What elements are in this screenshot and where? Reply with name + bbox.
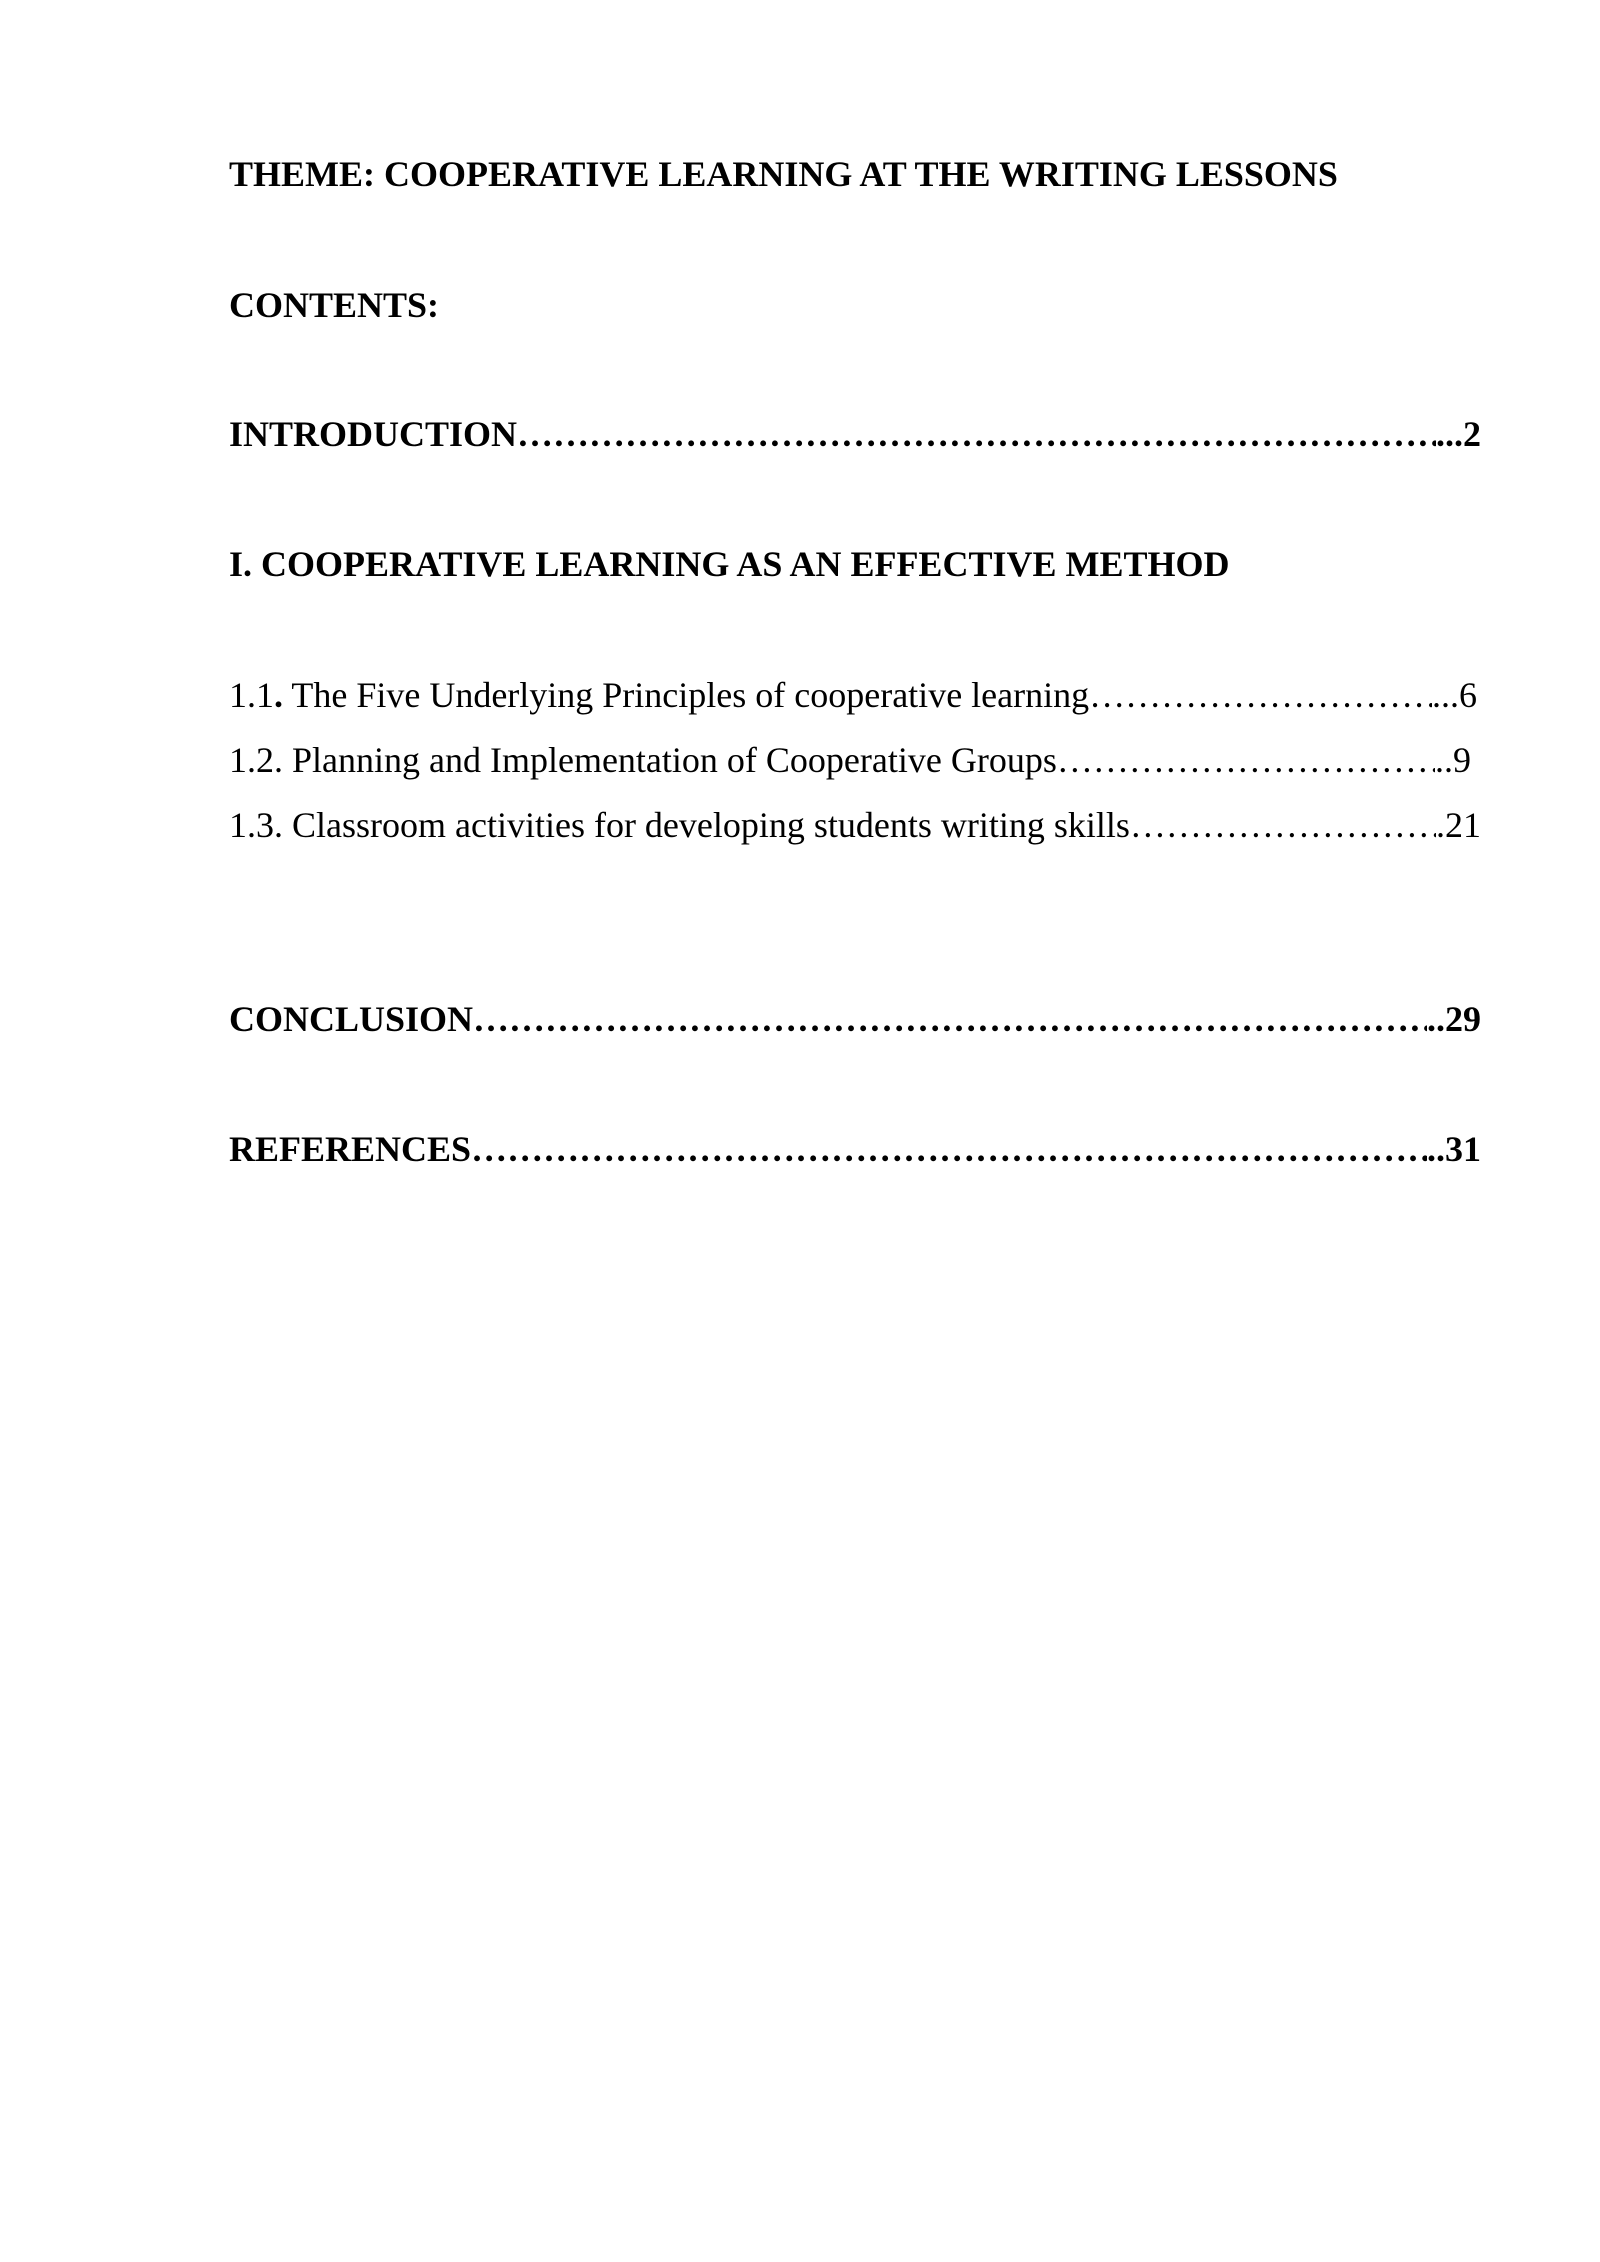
toc-entry-number-dot: . — [274, 675, 283, 715]
toc-entry-references[interactable] — [229, 1131, 1481, 1167]
toc-page-number: ..29 — [1427, 999, 1481, 1039]
toc-page-number: ..9 — [1435, 740, 1471, 780]
chapter-1-heading: I. COOPERATIVE LEARNING AS AN EFFECTIVE METHOD — [229, 544, 1230, 584]
toc-leader-dots — [1130, 807, 1436, 843]
toc-leader-dots — [1089, 677, 1432, 713]
toc-leader-dots — [473, 1001, 1427, 1037]
toc-leader-dots — [517, 416, 1436, 452]
toc-page-number: ...2 — [1436, 414, 1481, 454]
toc-entry-title: INTRODUCTION — [229, 414, 518, 454]
toc-page-number: ..31 — [1427, 1129, 1481, 1169]
toc-leader-dots — [471, 1131, 1427, 1167]
toc-entry-1-2[interactable] — [229, 742, 1471, 778]
toc-entry-conclusion[interactable] — [229, 1001, 1481, 1037]
toc-entry-1-3[interactable] — [229, 807, 1481, 843]
toc-page-number: ...6 — [1432, 675, 1477, 715]
toc-entry-text: Planning and Implementation of Cooperative Groups — [292, 740, 1057, 780]
theme-heading: THEME: COOPERATIVE LEARNING AT THE WRITING LESSONS — [229, 154, 1338, 194]
toc-entry-title — [229, 807, 1130, 843]
contents-heading: CONTENTS: — [229, 285, 440, 325]
toc-entry-title: CONCLUSION — [229, 999, 474, 1039]
toc-entry-number: 1.2. — [229, 740, 292, 780]
toc-entry-number: 1.1 — [229, 675, 274, 715]
toc-entry-number: 1.3. — [229, 805, 292, 845]
toc-entry-text: Classroom activities for developing students writing skills — [292, 805, 1130, 845]
toc-entry-title — [229, 742, 1057, 778]
toc-entry-title — [229, 677, 1089, 713]
toc-entry-introduction[interactable] — [229, 416, 1481, 452]
toc-page-number: .21 — [1436, 805, 1481, 845]
toc-entry-title: REFERENCES — [229, 1129, 472, 1169]
toc-entry-1-1[interactable] — [229, 677, 1477, 713]
toc-entry-text: The Five Underlying Principles of cooperative learning — [283, 675, 1090, 715]
toc-leader-dots — [1057, 742, 1435, 778]
